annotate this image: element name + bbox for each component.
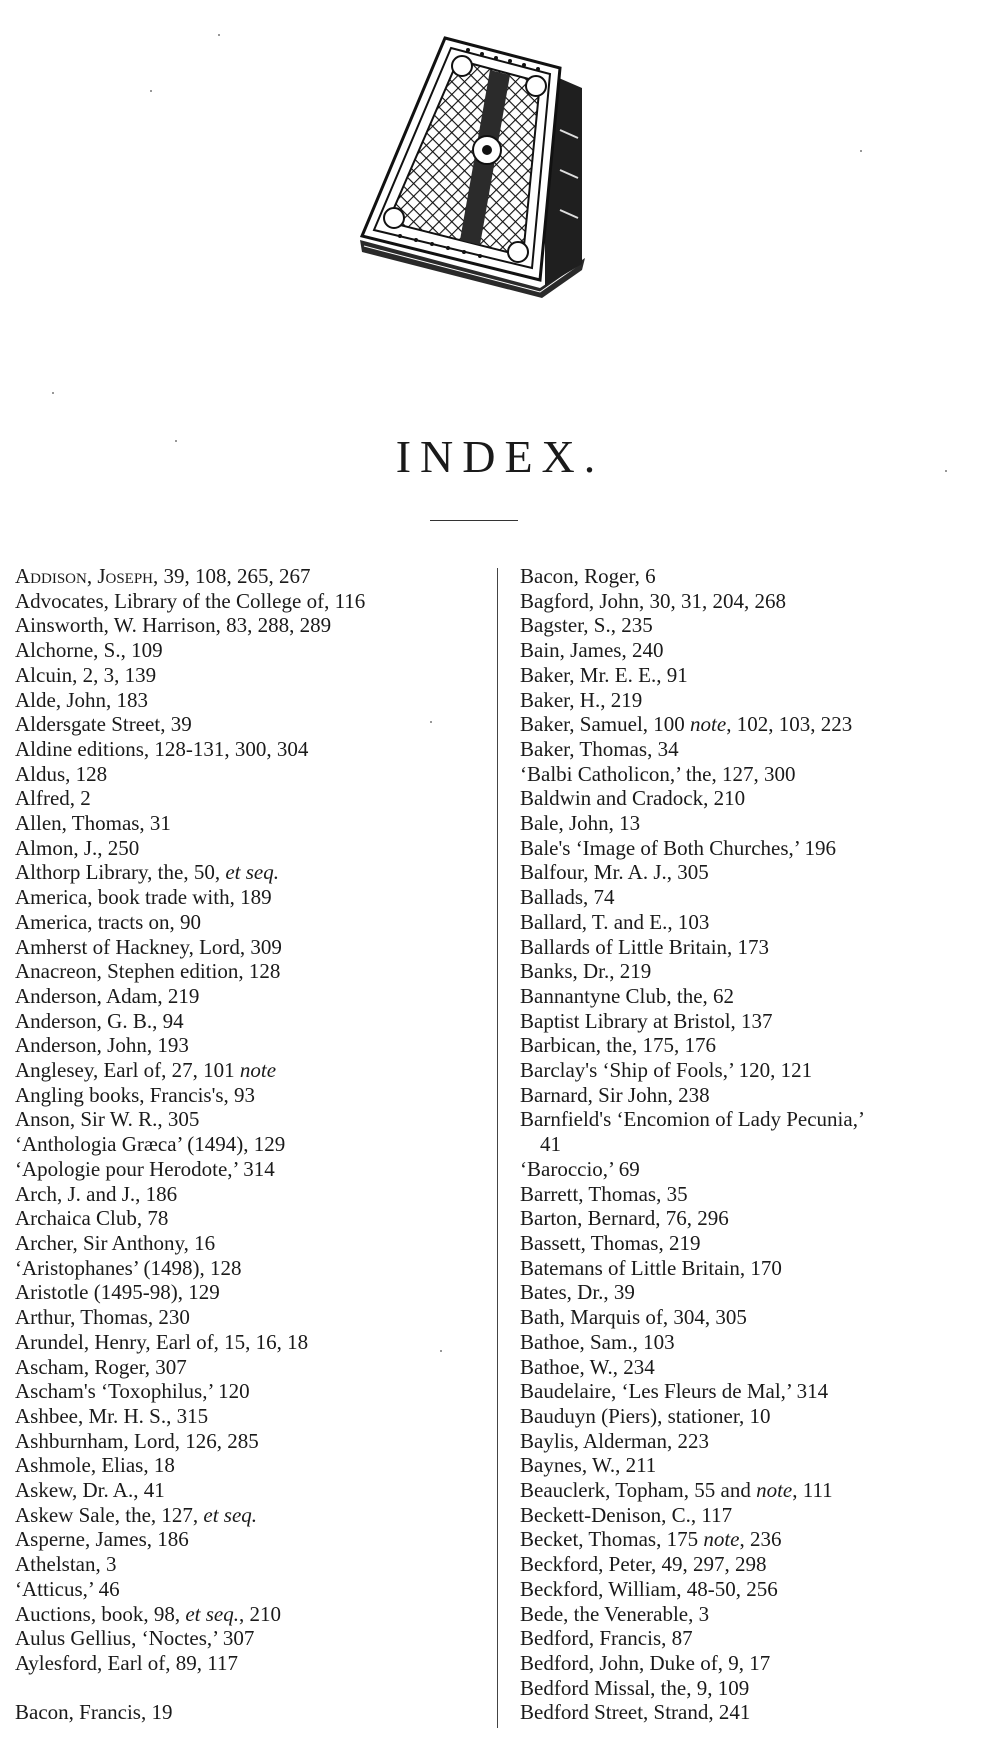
index-entry-text: Bain, James, 240 (520, 638, 664, 663)
index-entry-text: , 210 (238, 1601, 281, 1626)
index-entry (15, 1355, 485, 1380)
index-entry (520, 1355, 990, 1380)
index-entry (520, 663, 990, 688)
index-entry (520, 1527, 990, 1552)
index-entry-text: Bede, the Venerable, 3 (520, 1601, 710, 1626)
index-entry-text: Arch, J. and J., 186 (15, 1181, 178, 1206)
index-entry (520, 1577, 990, 1602)
index-entry (520, 1379, 990, 1404)
index-entry-text: Bedford Street, Strand, 241 (520, 1700, 751, 1725)
index-entry-text: Barnard, Sir John, 238 (520, 1082, 710, 1107)
index-entry-text: Aldus, 128 (15, 761, 108, 786)
index-entry (520, 589, 990, 614)
index-entry-text: Aylesford, Earl of, 89, 117 (15, 1650, 238, 1675)
index-entry-text: Bath, Marquis of, 304, 305 (520, 1305, 747, 1330)
index-entry (520, 1206, 990, 1231)
index-entry-text: Ashburnham, Lord, 126, 285 (15, 1428, 259, 1453)
index-entry-text: Beauclerk, Topham, 55 and (520, 1478, 757, 1503)
index-entry (15, 910, 485, 935)
index-entry (15, 1280, 485, 1305)
index-entry-text: , 102, 103, 223 (726, 712, 853, 737)
index-entry-text: Anderson, John, 193 (15, 1033, 189, 1058)
print-speck (150, 90, 152, 92)
index-entry (520, 1676, 990, 1701)
index-entry-text: Baynes, W., 211 (520, 1453, 657, 1478)
index-entry-text: Banks, Dr., 219 (520, 959, 652, 984)
index-entry-text: note (756, 1478, 793, 1503)
index-entry-text: Amherst of Hackney, Lord, 309 (15, 934, 282, 959)
index-entry (15, 1626, 485, 1651)
index-entry-text: Aldersgate Street, 39 (15, 712, 192, 737)
index-entry-text: Ascham, Roger, 307 (15, 1354, 187, 1379)
index-entry-text: note (703, 1527, 740, 1552)
index-entry (15, 1182, 485, 1207)
print-speck (430, 721, 432, 723)
index-entry-text: Baptist Library at Bristol, 137 (520, 1008, 773, 1033)
index-entry-text: ‘Baroccio,’ 69 (520, 1156, 640, 1181)
index-entry-text: ‘Aristophanes’ (1498), 128 (15, 1255, 242, 1280)
index-entry (15, 737, 485, 762)
index-entry (15, 1231, 485, 1256)
index-entry (520, 1305, 990, 1330)
index-entry-text: Becket, Thomas, 175 (520, 1527, 704, 1552)
index-entry (520, 1132, 990, 1157)
index-entry-text: Barnfield's ‘Encomion of Lady Pecunia,’ (520, 1107, 865, 1132)
index-entry (15, 1577, 485, 1602)
index-entry-text: Bedford Missal, the, 9, 109 (520, 1675, 750, 1700)
index-column-left (15, 564, 485, 1725)
index-entry (15, 1107, 485, 1132)
index-entry (520, 1330, 990, 1355)
index-entry (15, 1083, 485, 1108)
index-entry-text: Bacon, Francis, 19 (15, 1700, 173, 1725)
index-entry-text: Baker, Samuel, 100 (520, 712, 691, 737)
index-entry (15, 1527, 485, 1552)
index-entry-text: et seq. (225, 860, 279, 885)
index-entry (520, 688, 990, 713)
index-entry (520, 836, 990, 861)
index-entry-text: Beckett-Denison, C., 117 (520, 1502, 733, 1527)
index-entry-text: Athelstan, 3 (15, 1552, 117, 1577)
index-entry (520, 910, 990, 935)
index-entry (15, 1033, 485, 1058)
print-speck (945, 470, 947, 472)
index-entry-text: Baldwin and Cradock, 210 (520, 786, 746, 811)
index-entry (520, 935, 990, 960)
index-entry-text: Anderson, G. B., 94 (15, 1008, 184, 1033)
index-entry (520, 860, 990, 885)
index-entry-text: ‘Apologie pour Herodote,’ 314 (15, 1156, 275, 1181)
index-entry (520, 762, 990, 787)
index-entry-text: Bannantyne Club, the, 62 (520, 983, 735, 1008)
index-entry (520, 1058, 990, 1083)
index-entry (15, 1503, 485, 1528)
index-entry (520, 1503, 990, 1528)
index-entry-text: Alfred, 2 (15, 786, 91, 811)
index-entry-text: Barton, Bernard, 76, 296 (520, 1206, 729, 1231)
index-entry-text: Askew, Dr. A., 41 (15, 1478, 165, 1503)
index-entry-text: Addison, Joseph (15, 564, 154, 588)
index-entry (15, 786, 485, 811)
index-entry-text: Baker, H., 219 (520, 687, 643, 712)
index-entry-text: Bassett, Thomas, 219 (520, 1230, 701, 1255)
index-entry-text: Batemans of Little Britain, 170 (520, 1255, 782, 1280)
index-entry-text: Barclay's ‘Ship of Fools,’ 120, 121 (520, 1058, 813, 1083)
index-entry (15, 811, 485, 836)
index-entry-text: , 236 (739, 1527, 782, 1552)
index-entry (15, 1058, 485, 1083)
print-speck (52, 392, 54, 394)
index-entry-text: note (690, 712, 727, 737)
index-entry-text: Bedford, John, Duke of, 9, 17 (520, 1650, 771, 1675)
index-entry (520, 1280, 990, 1305)
index-entry-text: Ashmole, Elias, 18 (15, 1453, 175, 1478)
index-entry-text: Almon, J., 250 (15, 835, 140, 860)
index-entry (520, 1182, 990, 1207)
index-entry-text: Anglesey, Earl of, 27, 101 (15, 1058, 240, 1083)
index-entry-text: Aldine editions, 128-131, 300, 304 (15, 736, 309, 761)
index-entry (520, 1083, 990, 1108)
index-entry (15, 564, 485, 589)
index-entry-text: Bagster, S., 235 (520, 613, 653, 638)
index-entry-text: Ainsworth, W. Harrison, 83, 288, 289 (15, 613, 332, 638)
index-entry (520, 885, 990, 910)
index-entry-text: Ashbee, Mr. H. S., 315 (15, 1403, 209, 1428)
index-entry (15, 1379, 485, 1404)
index-entry (520, 1602, 990, 1627)
index-entry (15, 1132, 485, 1157)
index-entry-text: Anacreon, Stephen edition, 128 (15, 959, 281, 984)
index-entry-text: Baudelaire, ‘Les Fleurs de Mal,’ 314 (520, 1379, 829, 1404)
index-entry-text: ‘Anthologia Græca’ (1494), 129 (15, 1132, 286, 1157)
index-entry-text: Anson, Sir W. R., 305 (15, 1107, 200, 1132)
index-entry-text: et seq. (203, 1502, 258, 1527)
index-entry-text: Askew Sale, the, 127, (15, 1502, 204, 1527)
index-entry (15, 1009, 485, 1034)
index-entry-text: 41 (540, 1132, 561, 1157)
index-entry-text: Althorp Library, the, 50, (15, 860, 226, 885)
index-entry (520, 811, 990, 836)
index-entry (15, 984, 485, 1009)
index-entry (520, 1552, 990, 1577)
index-entry (15, 613, 485, 638)
index-entry (15, 1700, 485, 1725)
index-entry-text: Asperne, James, 186 (15, 1527, 189, 1552)
index-entry-text: America, tracts on, 90 (15, 909, 202, 934)
index-entry-text: Arthur, Thomas, 230 (15, 1305, 190, 1330)
index-entry (520, 613, 990, 638)
index-entry (15, 860, 485, 885)
index-entry-text: Alchorne, S., 109 (15, 638, 163, 663)
index-entry-text: et seq. (185, 1601, 239, 1626)
index-entry-text: Bacon, Roger, 6 (520, 564, 656, 588)
print-speck (175, 440, 177, 442)
index-entry (520, 1256, 990, 1281)
index-entry-text: Bedford, Francis, 87 (520, 1626, 693, 1651)
index-entry (15, 663, 485, 688)
index-entry-text: , 111 (792, 1478, 833, 1503)
index-entry (15, 638, 485, 663)
index-entry-text: Archaica Club, 78 (15, 1206, 169, 1231)
index-entry-text: Bale, John, 13 (520, 811, 641, 836)
index-entry-text: Aristotle (1495-98), 129 (15, 1280, 220, 1305)
index-entry-text: Bagford, John, 30, 31, 204, 268 (520, 588, 786, 613)
index-entry-text: Bathoe, W., 234 (520, 1354, 655, 1379)
index-entry (15, 1651, 485, 1676)
index-entry-text: Auctions, book, 98, (15, 1601, 186, 1626)
index-column-right (520, 564, 990, 1725)
print-speck (440, 1350, 442, 1352)
index-entry-text: Beckford, Peter, 49, 297, 298 (520, 1552, 767, 1577)
index-entry (15, 885, 485, 910)
index-entry (15, 1453, 485, 1478)
index-entry-text: Bale's ‘Image of Both Churches,’ 196 (520, 835, 836, 860)
print-speck (860, 150, 862, 152)
index-entry (520, 1107, 990, 1132)
index-entry-text: Barrett, Thomas, 35 (520, 1181, 688, 1206)
index-entry (15, 1330, 485, 1355)
index-entry (15, 712, 485, 737)
index-entry-text: Beckford, William, 48-50, 256 (520, 1576, 778, 1601)
index-entry (15, 1602, 485, 1627)
index-entry (520, 1231, 990, 1256)
index-entry-text: Angling books, Francis's, 93 (15, 1082, 256, 1107)
index-entry-text: Ballard, T. and E., 103 (520, 909, 710, 934)
column-divider (497, 568, 498, 1728)
index-entry-text: Ballads, 74 (520, 885, 615, 910)
index-entry (520, 638, 990, 663)
index-entry (15, 959, 485, 984)
index-entry-text: Balfour, Mr. A. J., 305 (520, 860, 709, 885)
index-entry (520, 984, 990, 1009)
index-entry (520, 1478, 990, 1503)
index-entry-text: Advocates, Library of the College of, 116 (15, 588, 366, 613)
index-entry (15, 935, 485, 960)
index-entry-text: Baylis, Alderman, 223 (520, 1428, 709, 1453)
index-entry-text: Ballards of Little Britain, 173 (520, 934, 770, 959)
index-entry-text: Baker, Mr. E. E., 91 (520, 662, 688, 687)
index-entry-text: America, book trade with, 189 (15, 885, 272, 910)
index-entry (15, 1478, 485, 1503)
index-entry-text: Bathoe, Sam., 103 (520, 1329, 675, 1354)
index-entry (15, 688, 485, 713)
page-title: INDEX. (395, 431, 605, 482)
index-entry-text: ‘Balbi Catholicon,’ the, 127, 300 (520, 761, 796, 786)
index-entry-text: Anderson, Adam, 219 (15, 983, 200, 1008)
index-entry-text: ‘Atticus,’ 46 (15, 1576, 120, 1601)
index-entry (520, 1626, 990, 1651)
index-entry-text: Barbican, the, 175, 176 (520, 1033, 716, 1058)
index-entry-text: Baker, Thomas, 34 (520, 736, 679, 761)
index-entry (520, 1033, 990, 1058)
index-entry (15, 836, 485, 861)
index-entry-text: Archer, Sir Anthony, 16 (15, 1230, 216, 1255)
print-speck (218, 34, 220, 36)
index-entry (520, 1404, 990, 1429)
index-entry (15, 1552, 485, 1577)
index-entry-text: Bates, Dr., 39 (520, 1280, 635, 1305)
index-entry-text: Arundel, Henry, Earl of, 15, 16, 18 (15, 1329, 309, 1354)
title-rule (430, 520, 518, 521)
index-entry (15, 1305, 485, 1330)
index-entry-text: Aulus Gellius, ‘Noctes,’ 307 (15, 1626, 255, 1651)
index-entry (520, 1157, 990, 1182)
index-entry-text: Bauduyn (Piers), stationer, 10 (520, 1403, 771, 1428)
index-entry (15, 1256, 485, 1281)
index-entry (520, 786, 990, 811)
index-entry (520, 959, 990, 984)
index-entry-text: Alcuin, 2, 3, 139 (15, 662, 157, 687)
index-entry-text: Allen, Thomas, 31 (15, 811, 171, 836)
index-entry (15, 589, 485, 614)
closed-book-icon (350, 30, 650, 300)
index-entry (15, 1404, 485, 1429)
index-entry (520, 1453, 990, 1478)
index-entry-text: Alde, John, 183 (15, 687, 148, 712)
index-entry-text: Ascham's ‘Toxophilus,’ 120 (15, 1379, 250, 1404)
index-entry (520, 712, 990, 737)
index-entry (15, 762, 485, 787)
index-entry (520, 1651, 990, 1676)
index-entry (15, 1157, 485, 1182)
index-entry (520, 737, 990, 762)
index-entry (520, 1429, 990, 1454)
index-entry (520, 1009, 990, 1034)
index-entry-text: note (239, 1058, 277, 1083)
index-entry (15, 1206, 485, 1231)
index-entry (15, 1429, 485, 1454)
index-entry (520, 564, 990, 589)
index-entry (520, 1700, 990, 1725)
index-entry-text: , 39, 108, 265, 267 (153, 564, 311, 588)
